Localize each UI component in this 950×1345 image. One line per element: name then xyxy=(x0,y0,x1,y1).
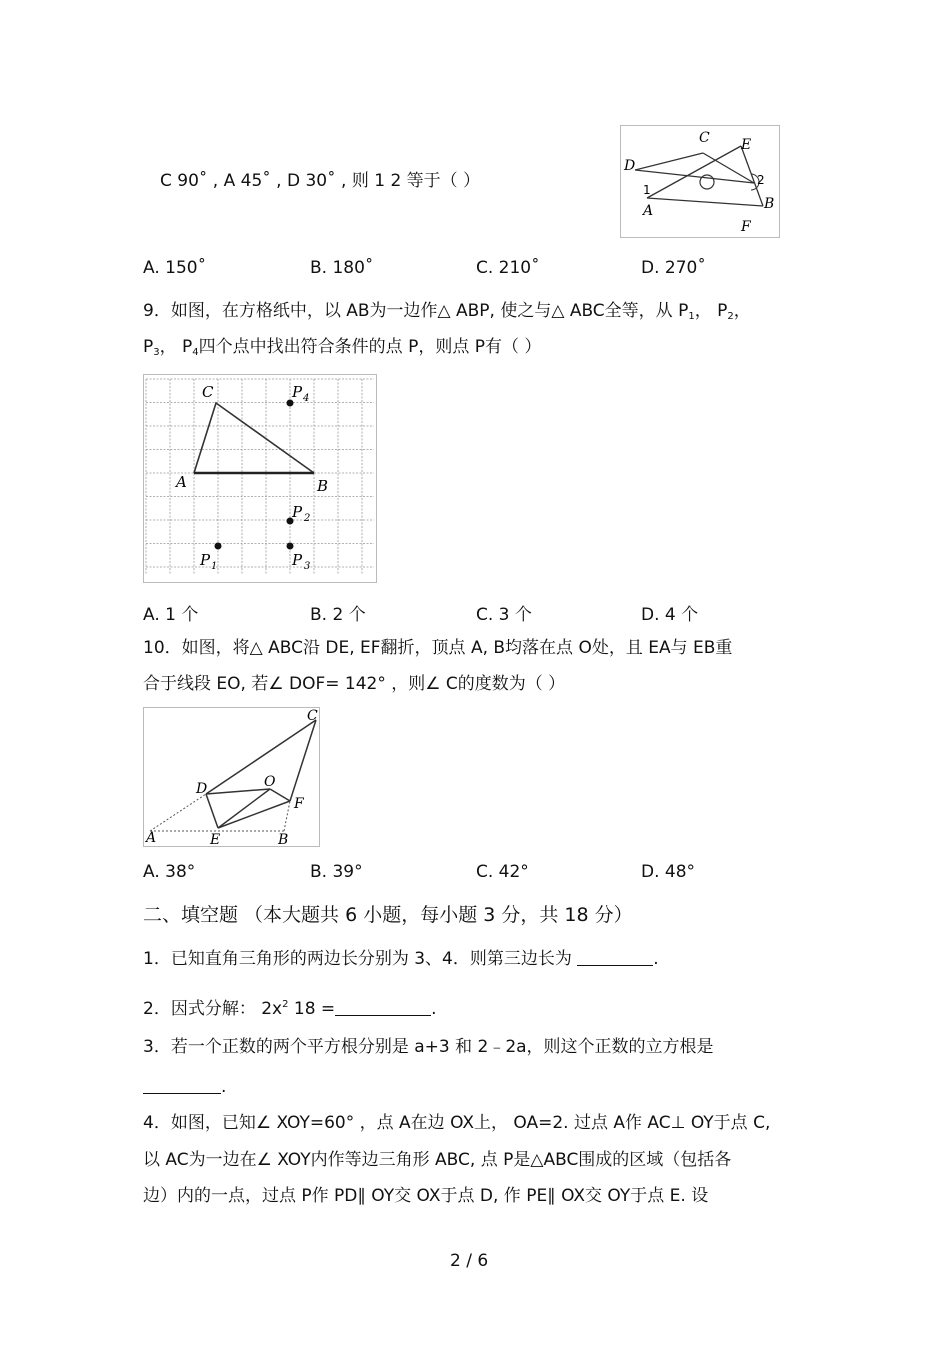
fill-q2-blank xyxy=(335,999,431,1016)
fill-q1-blank xyxy=(577,949,653,966)
fill-q4-line3: 边）内的一点，过点 P作 PD∥ OY交 OX于点 D, 作 PE∥ OX交 OY于点 E. 设 xyxy=(143,1186,709,1206)
fill-q3-blank xyxy=(143,1077,221,1094)
q8-label-2: 2 xyxy=(757,173,765,187)
q10-option-a: A. 38° xyxy=(143,862,196,882)
q9-label-b: B xyxy=(317,477,329,495)
q8-figure xyxy=(620,125,780,238)
q9-label-p2: P xyxy=(292,503,303,521)
q10-label-f: F xyxy=(294,796,304,812)
q9-label-p3-sub: 3 xyxy=(304,561,311,572)
q10-option-c: C. 42° xyxy=(476,862,529,882)
q8-diagram xyxy=(621,126,779,237)
section-title: 二、填空题 （本大题共 6 小题，每小题 3 分，共 18 分） xyxy=(143,904,633,926)
q9-label-p1-sub: 1 xyxy=(211,561,218,572)
q10-label-e: E xyxy=(210,832,221,846)
q10-label-c: C xyxy=(307,708,318,724)
fill-q2: 2．因式分解： $2x^2$ 18 = . xyxy=(143,999,437,1019)
q9-diagram xyxy=(144,375,376,582)
q10-figure xyxy=(143,707,320,847)
q9-figure xyxy=(143,374,377,583)
q8-label-e: E xyxy=(741,137,752,153)
q10-option-b: B. 39° xyxy=(310,862,363,882)
fill-q4-line1: 4．如图，已知∠ XOY=60° ，点 A在边 OX上， OA=2. 过点 A作 AC⊥ OY于点 C, xyxy=(143,1113,771,1133)
q9-option-b: B. 2 个 xyxy=(310,605,366,625)
q10-label-a: A xyxy=(146,830,157,846)
q9-label-a: A xyxy=(176,473,187,491)
q9-stem-line1: 9．如图，在方格纸中，以 AB为一边作△ ABP, 使之与△ ABC全等，从 $P_1$， $P_2$， xyxy=(143,301,751,322)
q9-option-d: D. 4 个 xyxy=(641,605,699,625)
q10-stem-line2: 合于线段 EO, 若∠ DOF= 142° ，则∠ C的度数为（ ） xyxy=(143,674,566,694)
q9-option-c: C. 3 个 xyxy=(476,605,532,625)
q9-label-p1: P xyxy=(200,551,211,569)
q8-option-c: C. 210˚ xyxy=(476,258,540,278)
q8-label-1: 1 xyxy=(643,183,651,197)
q9-stem-line2: $P_3$， $P_4$四个点中找出符合条件的点 P，则点 P有（ ） xyxy=(143,337,542,358)
q10-option-d: D. 48° xyxy=(641,862,696,882)
page-number: 2 / 6 xyxy=(450,1251,489,1271)
q9-label-p4-sub: 4 xyxy=(303,393,310,404)
q9-label-p4: P xyxy=(292,383,303,401)
q8-label-b: B xyxy=(764,196,775,212)
fill-q3-blank-line: . xyxy=(143,1076,226,1098)
q10-stem-line1: 10．如图，将△ ABC沿 DE, EF翻折，顶点 A, B均落在点 O处，且 EA与 EB重 xyxy=(143,638,733,658)
q8-option-a: A. 150˚ xyxy=(143,258,207,278)
q8-stem: C 90˚ , A 45˚ , D 30˚ , 则 1 2 等于（ ） xyxy=(160,171,481,191)
q9-label-p3: P xyxy=(292,551,303,569)
q9-label-p2-sub: 2 xyxy=(304,513,311,524)
fill-q1: 1．已知直角三角形的两边长分别为 3、4．则第三边长为 . xyxy=(143,949,659,969)
q8-label-f: F xyxy=(741,219,751,235)
q9-option-a: A. 1 个 xyxy=(143,605,199,625)
q8-option-d: D. 270˚ xyxy=(641,258,706,278)
q10-label-d: D xyxy=(196,781,208,797)
q9-label-c: C xyxy=(202,383,214,401)
q8-label-d: D xyxy=(624,158,636,174)
q10-diagram xyxy=(144,708,319,846)
q8-label-c: C xyxy=(699,130,710,146)
q10-label-o: O xyxy=(264,774,276,790)
fill-q4-line2: 以 AC为一边在∠ XOY内作等边三角形 ABC, 点 P是△ABC围成的区域（包括各 xyxy=(143,1150,732,1170)
fill-q3: 3．若一个正数的两个平方根分别是 a+3 和 2﹣2a，则这个正数的立方根是 xyxy=(143,1037,714,1057)
q8-label-a: A xyxy=(643,203,654,219)
q8-option-b: B. 180˚ xyxy=(310,258,374,278)
q10-label-b: B xyxy=(278,832,289,846)
